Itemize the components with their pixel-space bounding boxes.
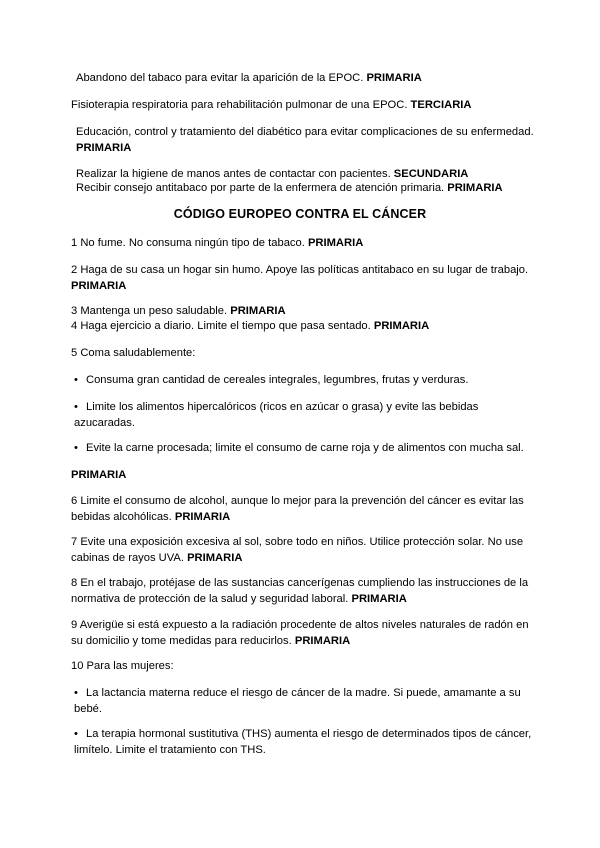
section-title: CÓDIGO EUROPEO CONTRA EL CÁNCER (173, 207, 427, 221)
code-item-7: 7 Evite una exposición excesiva al sol, sobre todo en niños. Utilice protección solar. No use cabinas de rayos UVA. PRIMARIA (71, 536, 524, 564)
bullet-icon: • (74, 442, 78, 454)
bullet-icon: • (74, 374, 78, 386)
bullet-icon: • (74, 728, 78, 740)
prevention-level: PRIMARIA (230, 305, 286, 317)
intro-item-2: Fisioterapia respiratoria para rehabilitación pulmonar de una EPOC. TERCIARIA (71, 99, 472, 111)
code-item-5-level (71, 467, 533, 483)
code-item-4: 4 Haga ejercicio a diario. Limite el tiempo que pasa sentado. PRIMARIA (71, 320, 430, 332)
intro-item-1: Abandono del tabaco para evitar la aparición de la EPOC. PRIMARIA (76, 72, 422, 84)
code-item-9: 9 Averigüe si está expuesto a la radiación procedente de altos niveles naturales de radón en su domicilio y tome medidas para reducirlos. PRIMARIA (71, 619, 529, 647)
code-item-6: 6 Limite el consumo de alcohol, aunque lo mejor para la prevención del cáncer es evitar las bebidas alcohólicas. PRIMARIA (71, 495, 524, 523)
code-item-10: 10 Para las mujeres: (71, 660, 174, 672)
list-item: • Limite los alimentos hipercalóricos (ricos en azúcar o grasa) y evite las bebidas azucaradas. (74, 401, 479, 429)
bullet-icon: • (74, 687, 78, 699)
list-item: • Evite la carne procesada; limite el consumo de carne roja y de alimentos con mucha sal. (74, 442, 524, 454)
intro-item-5: Recibir consejo antitabaco por parte de la enfermera de atención primaria. PRIMARIA (76, 182, 503, 194)
code-item-8: 8 En el trabajo, protéjase de las sustancias cancerígenas cumpliendo las instrucciones de la normativa de protección de la salud y seguridad laboral. PRIMARIA (71, 577, 529, 605)
list-item: • Consuma gran cantidad de cereales integrales, legumbres, frutas y verduras. (74, 374, 469, 386)
prevention-level: PRIMARIA (71, 469, 127, 481)
prevention-level: PRIMARIA (174, 511, 231, 523)
prevention-level: PRIMARIA (71, 280, 127, 292)
intro-item-3: Educación, control y tratamiento del diabético para evitar complicaciones de su enfermedad. PRIMARIA (76, 126, 534, 154)
code-item-3: 3 Mantenga un peso saludable. PRIMARIA (71, 305, 286, 317)
prevention-level: PRIMARIA (366, 72, 422, 84)
code-item-1: 1 No fume. No consuma ningún tipo de tabaco. PRIMARIA (71, 237, 364, 249)
bullet-icon: • (74, 401, 78, 413)
prevention-level: TERCIARIA (410, 99, 472, 111)
prevention-level: PRIMARIA (351, 593, 407, 605)
code-item-5: 5 Coma saludablemente: (71, 347, 196, 359)
prevention-level: PRIMARIA (373, 320, 430, 332)
prevention-level: SECUNDARIA (393, 168, 469, 180)
list-item: • La terapia hormonal sustitutiva (THS) aumenta el riesgo de determinados tipos de cáncer, limítelo. Limite el tratamiento con THS. (74, 728, 532, 756)
prevention-level: PRIMARIA (294, 635, 351, 647)
prevention-level: PRIMARIA (307, 237, 364, 249)
prevention-level: PRIMARIA (447, 182, 503, 194)
prevention-level: PRIMARIA (76, 142, 132, 154)
intro-item-4: Realizar la higiene de manos antes de contactar con pacientes. SECUNDARIA (76, 168, 469, 180)
list-item: • La lactancia materna reduce el riesgo de cáncer de la madre. Si puede, amamante a su bebé. (74, 687, 521, 715)
code-item-2: 2 Haga de su casa un hogar sin humo. Apoye las políticas antitabaco en su lugar de trabajo. PRIMARIA (71, 264, 529, 292)
prevention-level: PRIMARIA (187, 552, 243, 564)
